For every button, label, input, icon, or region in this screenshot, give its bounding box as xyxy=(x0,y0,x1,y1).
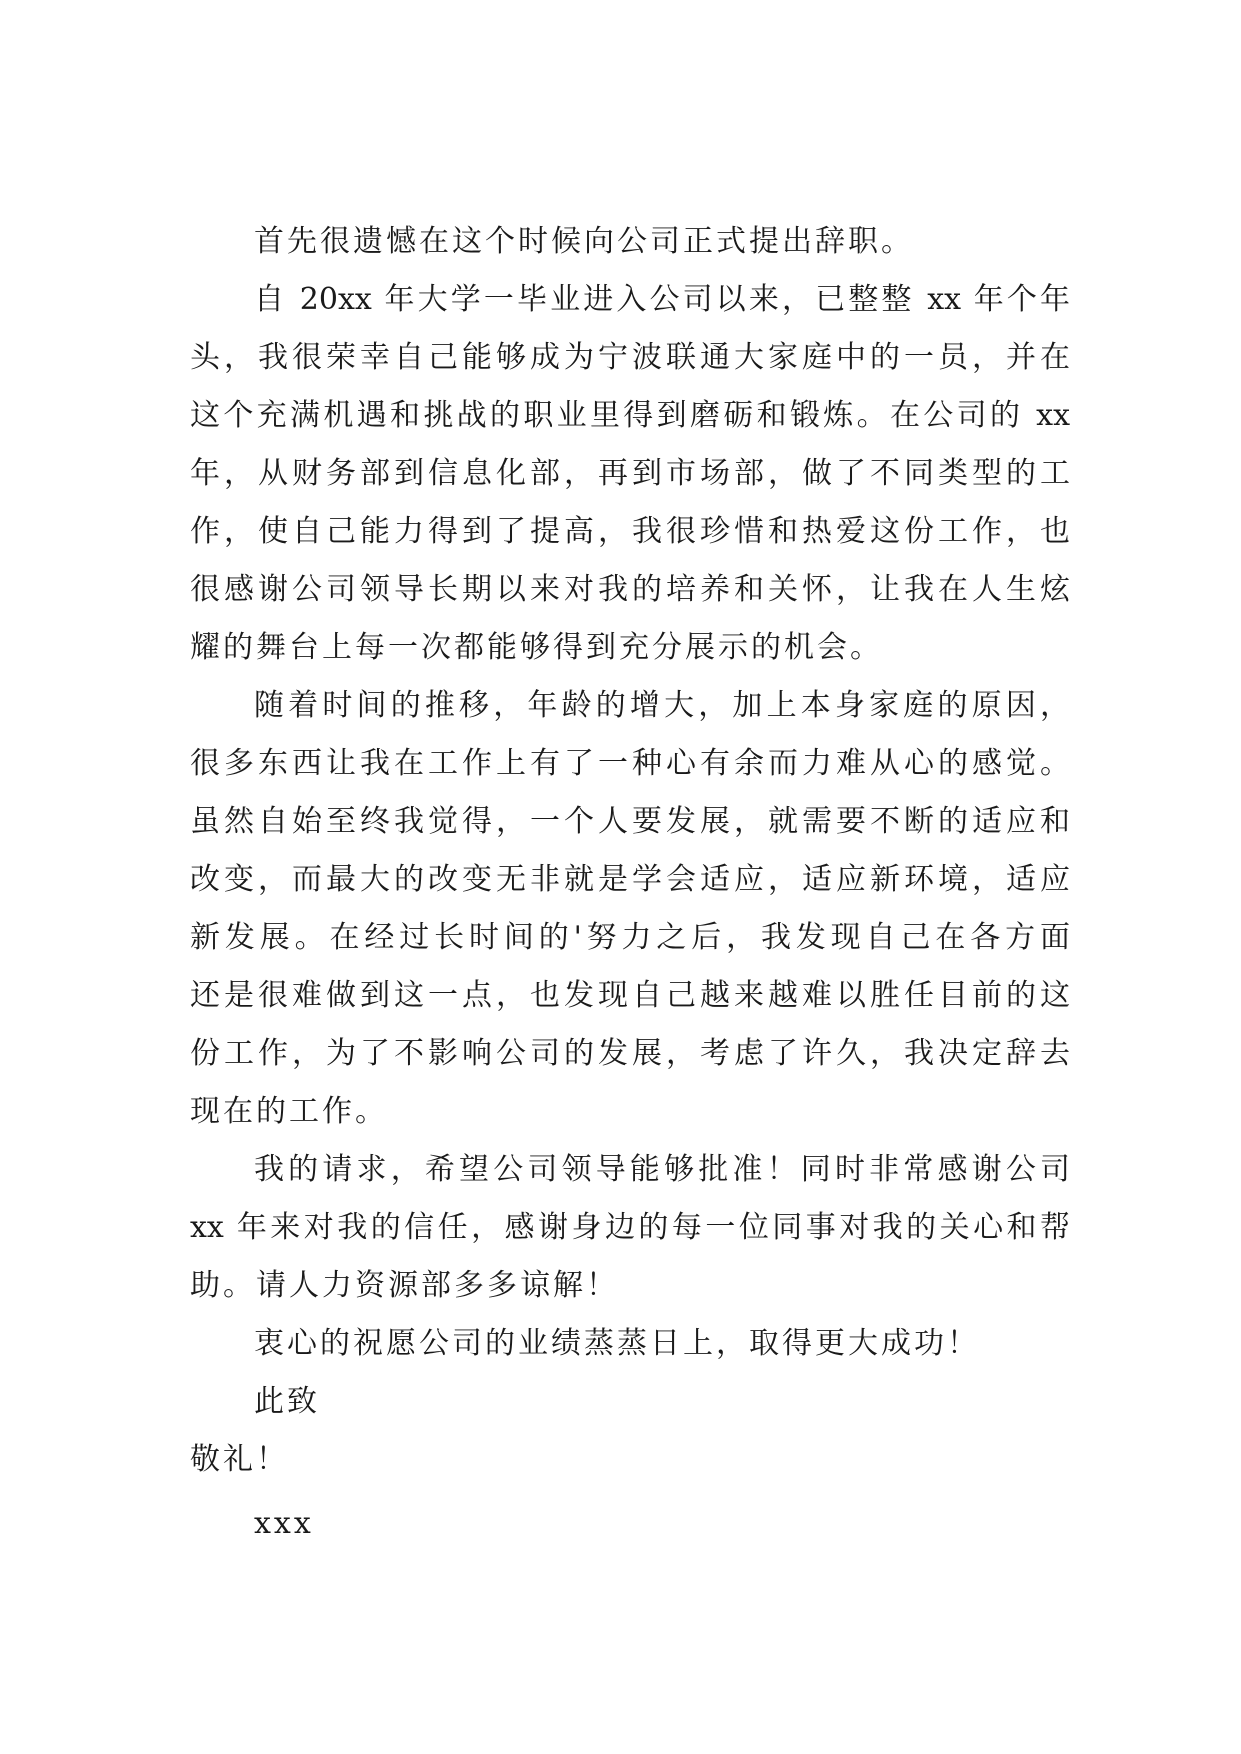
paragraph-line: 作，使自己能力得到了提高，我很珍惜和热爱这份工作，也 xyxy=(190,514,1070,549)
paragraph-line: 改变，而最大的改变无非就是学会适应，适应新环境，适应 xyxy=(190,862,1070,897)
paragraph-line: xx 年来对我的信任，感谢身边的每一位同事对我的关心和帮 xyxy=(190,1210,1070,1245)
closing-salutation: 此致 xyxy=(254,1384,320,1419)
paragraph-line: 我的请求，希望公司领导能够批准！同时非常感谢公司 xyxy=(254,1152,1070,1187)
paragraph-line: 份工作，为了不影响公司的发展，考虑了许久，我决定辞去 xyxy=(190,1036,1070,1071)
paragraph-line: 很感谢公司领导长期以来对我的培养和关怀，让我在人生炫 xyxy=(190,572,1070,607)
paragraph-line: 助。请人力资源部多多谅解！ xyxy=(190,1268,619,1303)
closing-regards: 敬礼！ xyxy=(190,1442,289,1477)
paragraph-line: 首先很遗憾在这个时候向公司正式提出辞职。 xyxy=(254,224,914,259)
paragraph-line: 年，从财务部到信息化部，再到市场部，做了不同类型的工 xyxy=(190,456,1070,491)
signature-name: xxx xyxy=(254,1506,314,1541)
paragraph-line: 很多东西让我在工作上有了一种心有余而力难从心的感觉。 xyxy=(190,746,1070,781)
paragraph-line: 新发展。在经过长时间的'努力之后，我发现自己在各方面 xyxy=(190,920,1070,955)
paragraph-line: 随着时间的推移，年龄的增大，加上本身家庭的原因， xyxy=(254,688,1070,723)
closing-wish: 衷心的祝愿公司的业绩蒸蒸日上，取得更大成功！ xyxy=(254,1326,980,1361)
paragraph-line: 还是很难做到这一点，也发现自己越来越难以胜任目前的这 xyxy=(190,978,1070,1013)
paragraph-line: 耀的舞台上每一次都能够得到充分展示的机会。 xyxy=(190,630,883,665)
paragraph-line: 现在的工作。 xyxy=(190,1094,388,1129)
paragraph-line: 这个充满机遇和挑战的职业里得到磨砺和锻炼。在公司的 xx xyxy=(190,398,1070,433)
paragraph-line: 头，我很荣幸自己能够成为宁波联通大家庭中的一员，并在 xyxy=(190,340,1070,375)
paragraph-line: 虽然自始至终我觉得，一个人要发展，就需要不断的适应和 xyxy=(190,804,1070,839)
paragraph-line: 自 20xx 年大学一毕业进入公司以来，已整整 xx 年个年 xyxy=(254,282,1070,317)
